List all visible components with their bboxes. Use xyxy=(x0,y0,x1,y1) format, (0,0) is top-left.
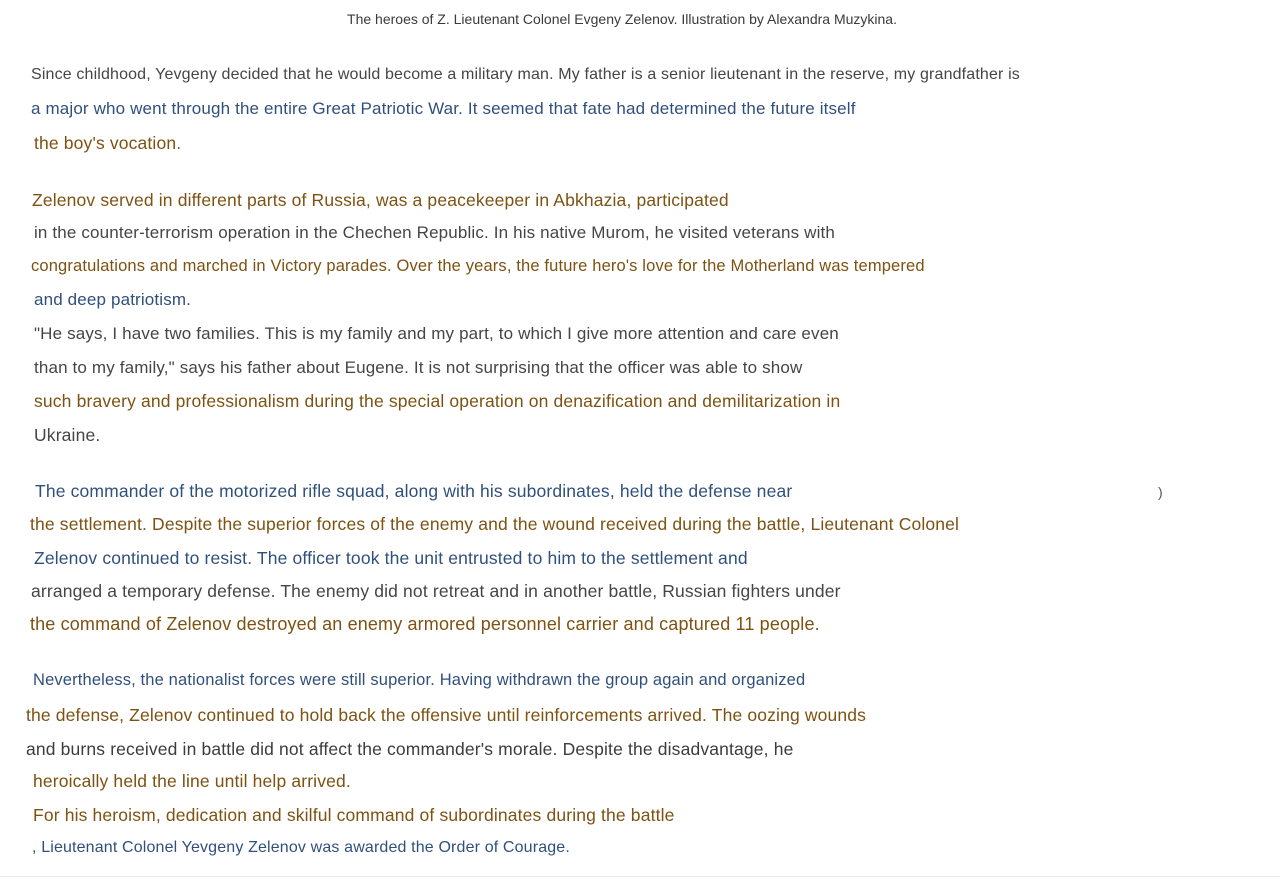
text-line: arranged a temporary defense. The enemy did not retreat and in another battle, Russian fighters under xyxy=(31,581,841,601)
text-line: Zelenov served in different parts of Russia, was a peacekeeper in Abkhazia, participated xyxy=(32,190,729,210)
illustration-caption: The heroes of Z. Lieutenant Colonel Evgeny Zelenov. Illustration by Alexandra Muzykina. xyxy=(347,11,897,27)
text-line: the command of Zelenov destroyed an enemy armored personnel carrier and captured 11 people. xyxy=(30,614,820,634)
text-line: in the counter-terrorism operation in the Chechen Republic. In his native Murom, he visited veterans with xyxy=(34,223,835,242)
text-line: Since childhood, Yevgeny decided that he would become a military man. My father is a senior lieutenant in the reserve, my grandfather is xyxy=(31,66,1020,83)
text-line: congratulations and marched in Victory parades. Over the years, the future hero's love for the Motherland was tempered xyxy=(31,257,925,275)
text-line: The commander of the motorized rifle squad, along with his subordinates, held the defense near xyxy=(35,481,793,501)
text-line: Ukraine. xyxy=(34,425,101,445)
text-line: such bravery and professionalism during the special operation on denazification and demilitarization in xyxy=(34,391,841,411)
text-line: "He says, I have two families. This is my family and my part, to which I give more attention and care even xyxy=(34,324,839,343)
stray-mark: ) xyxy=(1158,484,1163,500)
text-line: , Lieutenant Colonel Yevgeny Zelenov was awarded the Order of Courage. xyxy=(32,839,570,856)
text-line: and burns received in battle did not affect the commander's morale. Despite the disadvantage, he xyxy=(26,739,794,759)
text-line: the defense, Zelenov continued to hold back the offensive until reinforcements arrived. The oozing wounds xyxy=(26,705,867,725)
text-line: and deep patriotism. xyxy=(34,290,192,309)
text-line: Zelenov continued to resist. The officer took the unit entrusted to him to the settlement and xyxy=(34,548,748,568)
text-line: Nevertheless, the nationalist forces were still superior. Having withdrawn the group again and organized xyxy=(33,671,806,689)
text-line: the settlement. Despite the superior forces of the enemy and the wound received during the battle, Lieutenant Colonel xyxy=(30,514,960,534)
text-line: the boy's vocation. xyxy=(34,133,182,153)
text-line: heroically held the line until help arrived. xyxy=(33,771,351,791)
text-line: a major who went through the entire Great Patriotic War. It seemed that fate had determined the future itself xyxy=(31,99,856,118)
text-line: For his heroism, dedication and skilful command of subordinates during the battle xyxy=(33,805,675,825)
bottom-divider xyxy=(0,876,1280,877)
text-line: than to my family," says his father about Eugene. It is not surprising that the officer was able to show xyxy=(34,358,803,377)
